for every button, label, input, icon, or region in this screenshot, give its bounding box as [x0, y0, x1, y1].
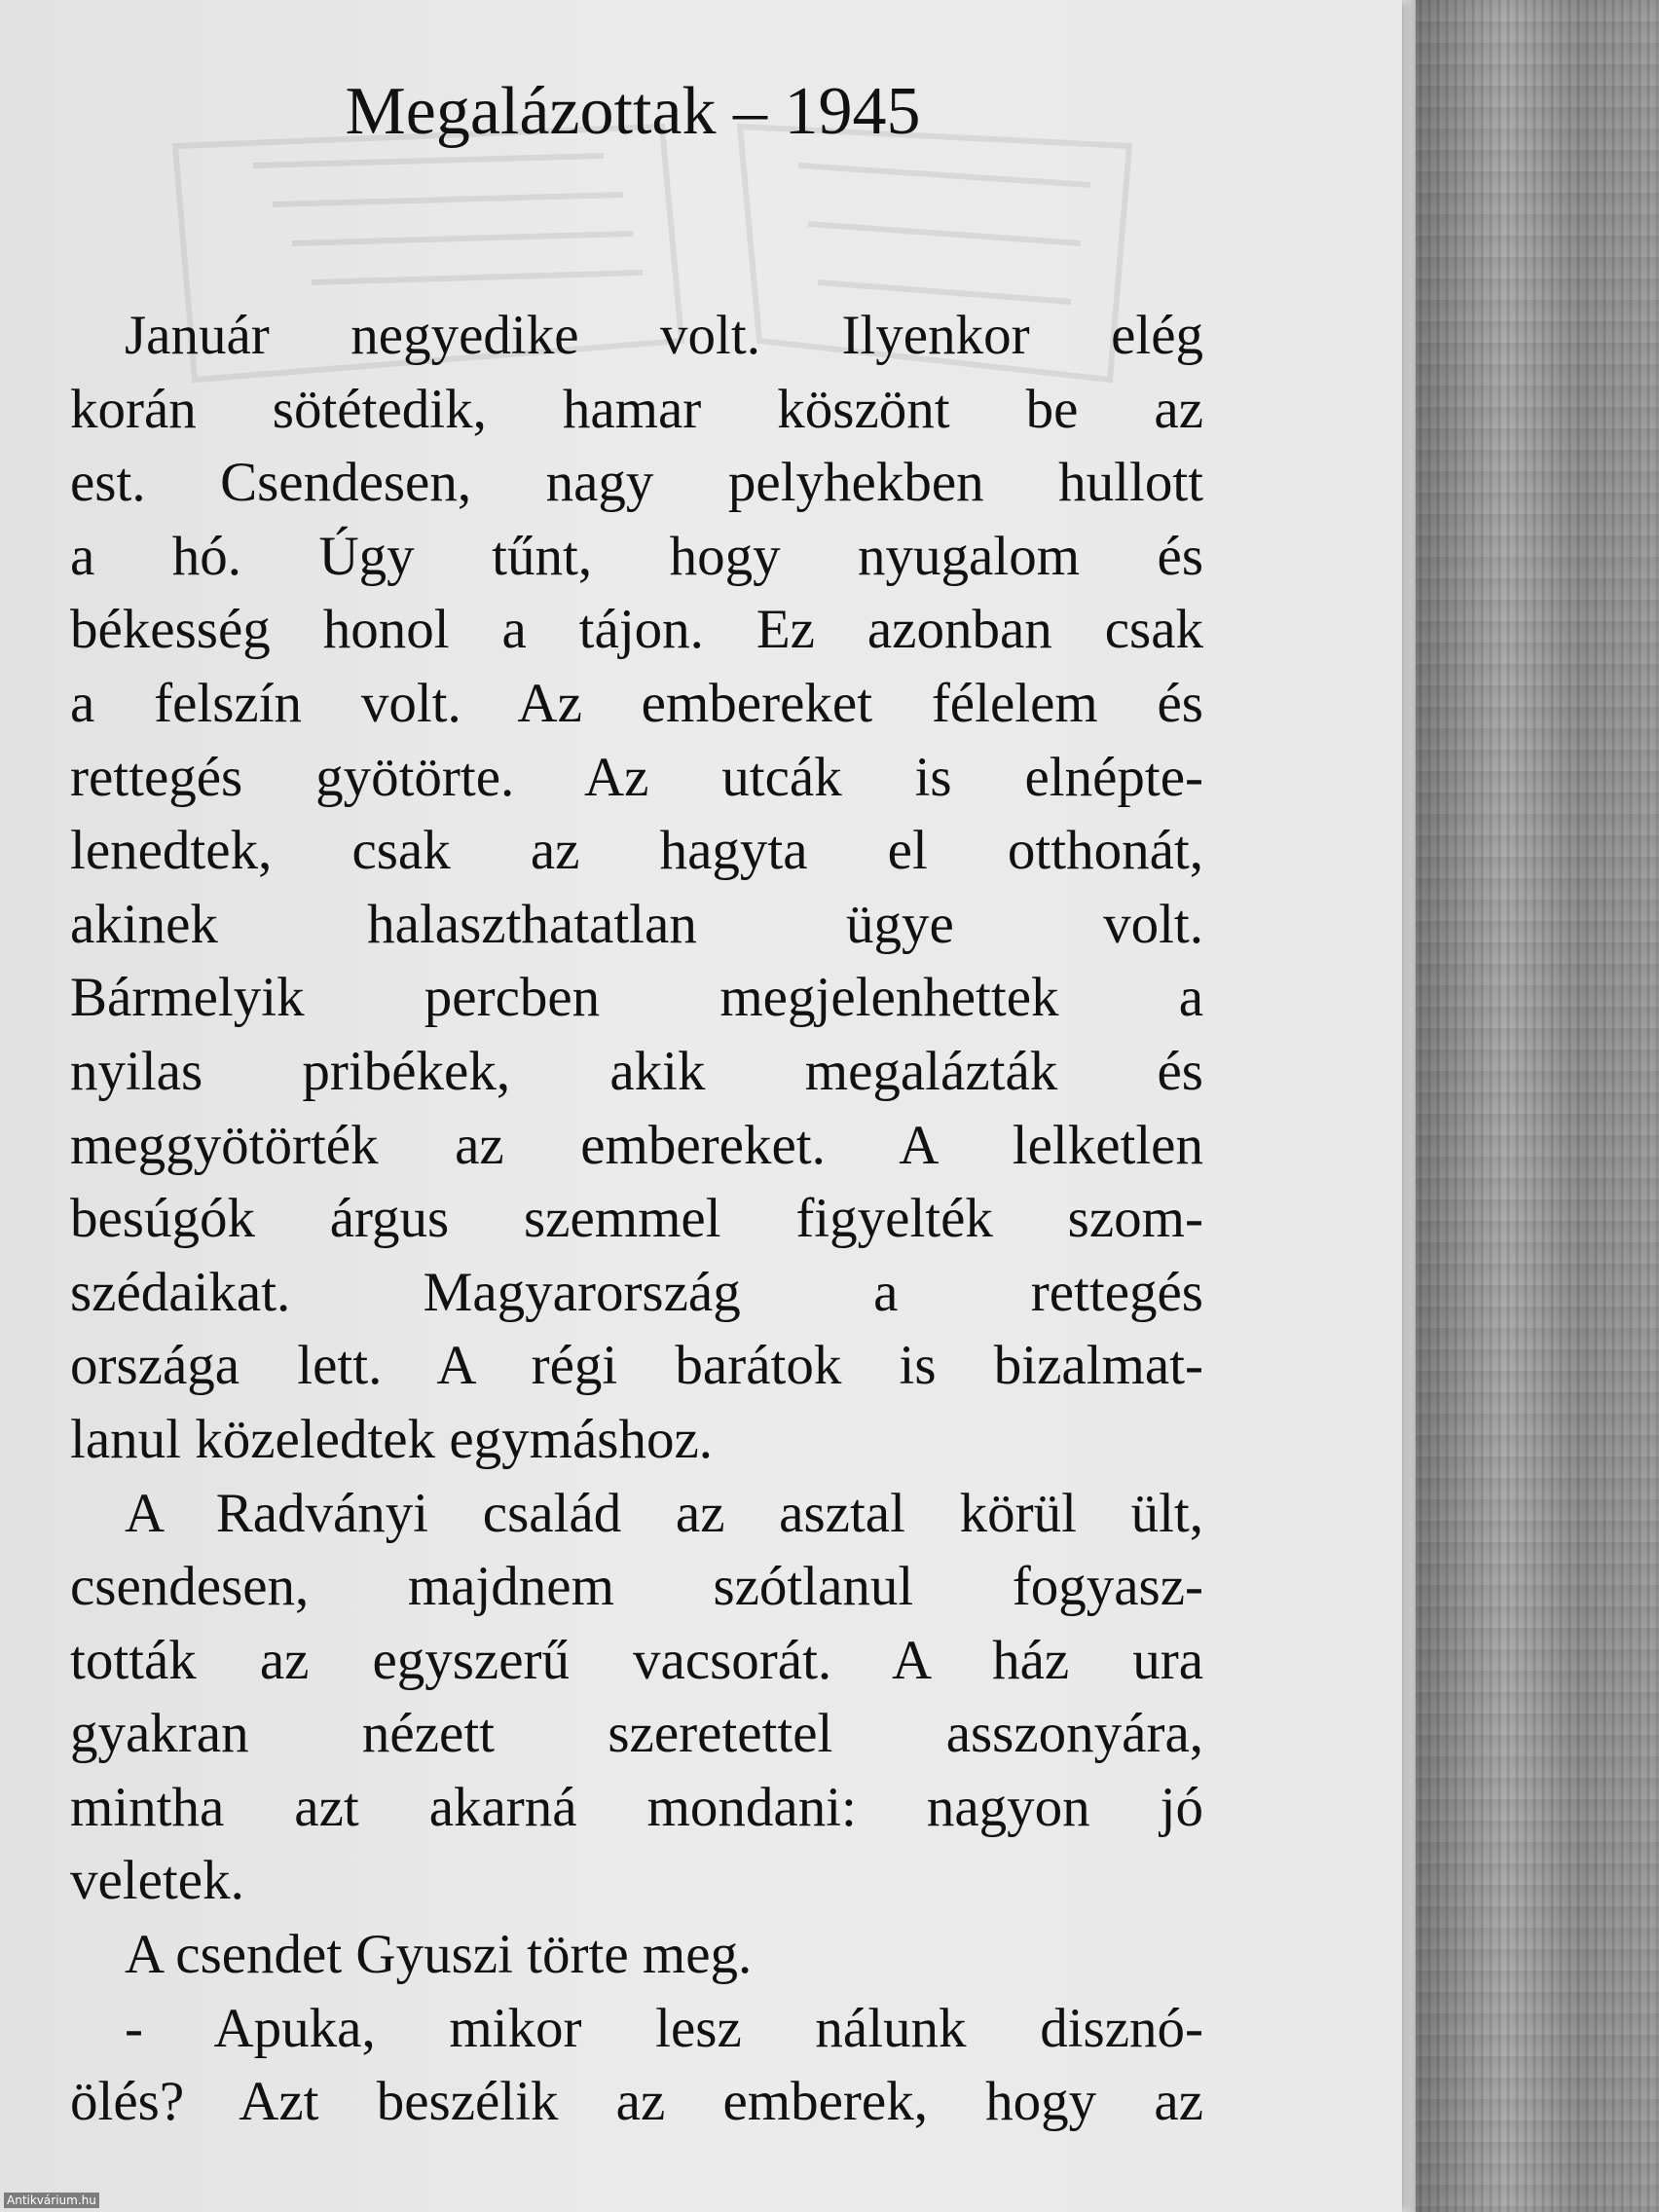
text-line: csendesen, majdnem szótlanul fogyasz- [70, 1556, 1203, 1618]
text-line: meggyötörték az embereket. A lelketlen [70, 1114, 1203, 1176]
text-line: békesség honol a tájon. Ez azonban csak [70, 599, 1203, 661]
text-line: besúgók árgus szemmel figyelték szom- [70, 1188, 1203, 1250]
text-line: szédaikat. Magyarország a rettegés [70, 1261, 1203, 1323]
text-line: korán sötétedik, hamar köszönt be az [70, 378, 1203, 440]
text-line: rettegés gyötörte. Az utcák is elnépte- [70, 746, 1203, 808]
text-line: tották az egyszerű vacsorát. A ház ura [70, 1629, 1203, 1691]
watermark: Antikvárium.hu [4, 2193, 99, 2208]
chapter-title: Megalázottak – 1945 [345, 74, 921, 149]
text-line: A csendet Gyuszi törte meg. [125, 1924, 753, 1986]
wooden-surface [1402, 0, 1659, 2212]
text-line: gyakran nézett szeretettel asszonyára, [70, 1703, 1203, 1765]
text-line: Január negyedike volt. Ilyenkor elég [125, 305, 1203, 366]
text-line: est. Csendesen, nagy pelyhekben hullott [70, 452, 1203, 514]
text-line: nyilas pribékek, akik megalázták és [70, 1040, 1203, 1102]
text-line: Bármelyik percben megjelenhettek a [70, 967, 1203, 1029]
chapter-body-text [70, 299, 1203, 2139]
text-line: mintha azt akarná mondani: nagyon jó [70, 1776, 1203, 1838]
text-line: a hó. Úgy tűnt, hogy nyugalom és [70, 525, 1203, 587]
text-line: a felszín volt. Az embereket félelem és [70, 672, 1203, 734]
text-line: - Apuka, mikor lesz nálunk disznó- [125, 1997, 1203, 2059]
text-line: lanul közeledtek egymáshoz. [70, 1408, 714, 1470]
text-line: veletek. [70, 1850, 244, 1912]
text-line: A Radványi család az asztal körül ült, [125, 1482, 1203, 1544]
text-line: akinek halaszthatatlan ügye volt. [70, 893, 1203, 955]
text-line: lenedtek, csak az hagyta el otthonát, [70, 820, 1203, 882]
text-line: ölés? Azt beszélik az emberek, hogy az [70, 2071, 1203, 2133]
text-line: országa lett. A régi barátok is bizalmat- [70, 1335, 1203, 1397]
